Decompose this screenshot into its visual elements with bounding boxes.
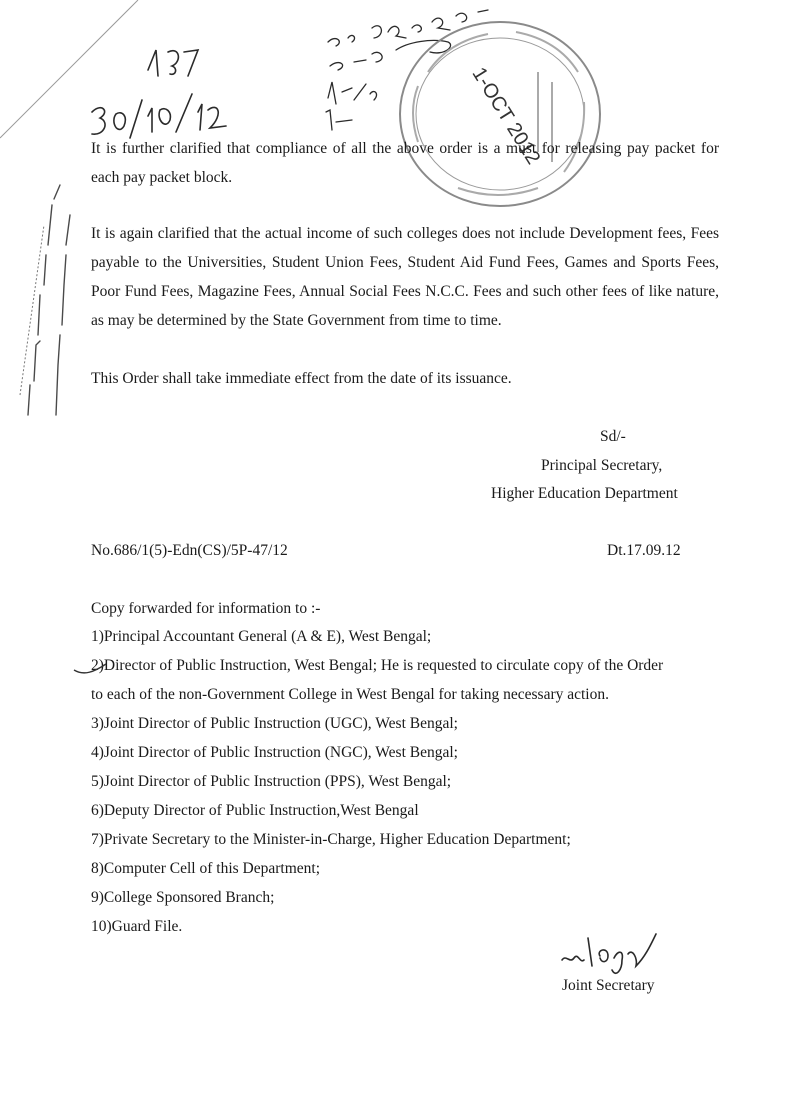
handwritten-note-left-margin: [0, 185, 90, 425]
handwritten-note-top-right: [322, 2, 492, 132]
copy-heading: Copy forwarded for information to :-: [91, 600, 321, 617]
signature-department: Higher Education Department: [491, 485, 678, 502]
copy-item: 2)Director of Public Instruction, West Bengal; He is requested to circulate copy of the Order: [91, 657, 664, 674]
copy-item: 5)Joint Director of Public Instruction (PPS), West Bengal;: [91, 773, 452, 790]
copy-item: 4)Joint Director of Public Instruction (NGC), West Bengal;: [91, 744, 458, 761]
copy-item: 7)Private Secretary to the Minister-in-Charge, Higher Education Department;: [91, 831, 571, 848]
copy-item: 1)Principal Accountant General (A & E), West Bengal;: [91, 628, 432, 645]
copy-item: 10)Guard File.: [91, 918, 183, 935]
closing-designation: Joint Secretary: [562, 977, 655, 994]
signature-title: Principal Secretary,: [541, 457, 663, 474]
signature-scribble: [556, 930, 666, 980]
copy-item: 3)Joint Director of Public Instruction (UGC), West Bengal;: [91, 715, 458, 732]
body-paragraph-1: It is further clarified that compliance of all the above order is a must for releasing pay packet for each pay packet block.: [91, 140, 719, 186]
copy-item-continuation: to each of the non-Government College in West Bengal for taking necessary action.: [91, 686, 609, 703]
body-paragraph-3: This Order shall take immediate effect from the date of its issuance.: [91, 370, 512, 387]
signature-sd: Sd/-: [600, 428, 626, 445]
stamp-date: 1-OCT 2012: [467, 63, 545, 169]
memo-date: Dt.17.09.12: [607, 542, 681, 559]
copy-item: 8)Computer Cell of this Department;: [91, 860, 321, 877]
copy-item: 6)Deputy Director of Public Instruction,West Bengal: [91, 802, 419, 819]
body-paragraph-2: It is again clarified that the actual income of such colleges does not include Development fees, Fees payable to the Universities, Student Union Fees, Student Aid Fund Fees, Games and Sports Fees, Poor Fund Fees, Magazine Fees, Annual Social Fees N.C.C. Fees and such other fees of like nature, as may be determined by the State Government from time to time.: [91, 225, 719, 329]
copy-item: 9)College Sponsored Branch;: [91, 889, 275, 906]
memo-number: No.686/1(5)-Edn(CS)/5P-47/12: [91, 542, 288, 559]
